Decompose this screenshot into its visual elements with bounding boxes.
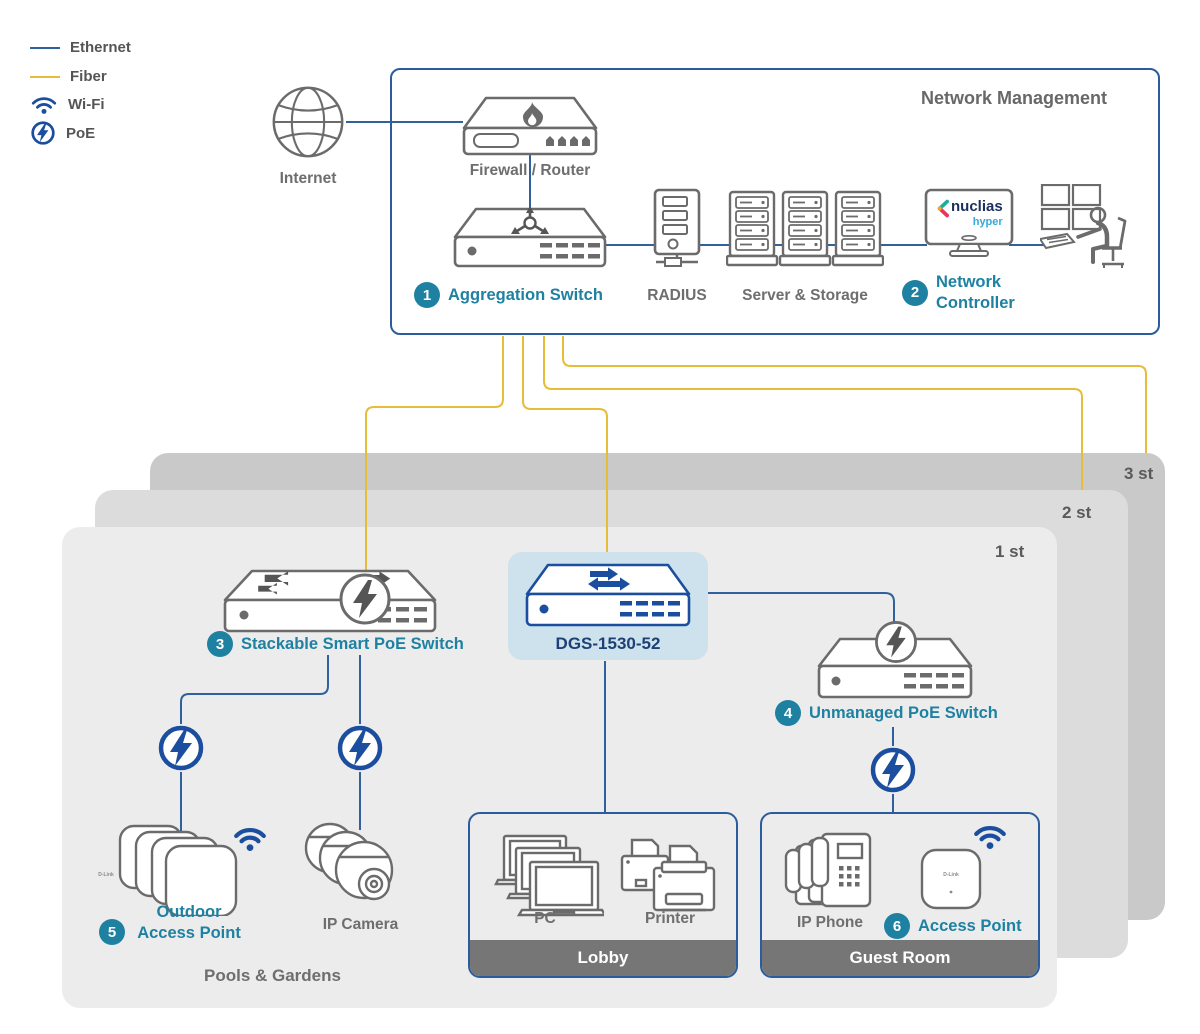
dgs-switch-icon	[524, 562, 692, 628]
aggregation-switch-label: Aggregation Switch	[448, 285, 603, 304]
unmanaged-switch-label: Unmanaged PoE Switch	[809, 703, 998, 722]
wifi-icon	[30, 92, 58, 116]
poe-badge-stackable	[338, 572, 392, 626]
legend-item-wifi	[30, 92, 105, 116]
legend-item-poe	[30, 120, 95, 146]
guest-ap-label: Access Point	[918, 916, 1022, 935]
outdoor-ap-label-line1: Outdoor	[156, 903, 222, 921]
floor-label-2: 2 st	[1062, 503, 1092, 522]
stackable-poe-switch-icon	[222, 568, 438, 634]
pc-label: PC	[534, 910, 556, 927]
stackable-switch-label-row	[207, 631, 464, 657]
badge-6: 6	[884, 913, 910, 939]
server-storage-icon	[726, 190, 884, 268]
ethernet-line-swatch	[30, 47, 60, 49]
ip-camera-icon	[302, 822, 417, 912]
lobby-title: Lobby	[577, 948, 629, 967]
ip-phone-icon	[782, 832, 882, 912]
network-management-title: Network Management	[920, 88, 1108, 108]
legend-label: Fiber	[70, 68, 107, 85]
dgs-label: DGS-1530-52	[555, 634, 661, 653]
badge-3: 3	[207, 631, 233, 657]
access-point-icon	[920, 848, 982, 910]
guest-ap-label-row	[884, 913, 1022, 939]
aggregation-switch-icon	[452, 206, 608, 270]
legend-item-fiber	[30, 68, 107, 85]
firewall-label: Firewall / Router	[469, 162, 591, 179]
firewall-router-icon	[460, 96, 600, 158]
poe-icon-outdoor-ap	[157, 724, 205, 772]
operator-workstation-icon	[1040, 184, 1136, 270]
badge-2: 2	[902, 280, 928, 306]
ip-camera-label: IP Camera	[322, 916, 399, 933]
poe-icon	[30, 120, 56, 146]
aggregation-switch-label-row	[414, 282, 603, 308]
badge-5: 5	[99, 919, 125, 945]
legend-label: Ethernet	[70, 39, 131, 56]
printer-label: Printer	[645, 910, 695, 927]
legend-label: Wi-Fi	[68, 95, 105, 113]
nuclias-sub-text: hyper	[972, 216, 1003, 228]
poe-icon-guestroom	[869, 746, 917, 794]
outdoor-ap-label-line2: Access Point	[137, 923, 241, 942]
radius-server-icon	[648, 188, 706, 274]
legend-label: PoE	[66, 124, 96, 142]
wifi-icon-guest-ap	[972, 820, 1008, 850]
outdoor-ap-dlink-text: D-Link	[98, 872, 114, 878]
internet-globe-icon	[270, 84, 346, 160]
ip-phone-label: IP Phone	[796, 914, 864, 931]
internet-label: Internet	[279, 170, 337, 187]
pools-gardens-label: Pools & Gardens	[204, 966, 341, 985]
outdoor-ap-label	[125, 902, 253, 943]
floor-label-3: 3 st	[1124, 464, 1154, 483]
radius-label: RADIUS	[647, 287, 707, 304]
lobby-band	[470, 940, 736, 976]
badge-1: 1	[414, 282, 440, 308]
nuclias-chevron-icon	[936, 198, 949, 220]
guest-ap-dlink-text: D-Link	[943, 872, 959, 878]
floor-label-1: 1 st	[995, 542, 1025, 561]
legend-item-ethernet	[30, 39, 131, 56]
wifi-icon-outdoor-ap	[232, 822, 268, 852]
guest-room-title: Guest Room	[849, 948, 951, 967]
fiber-line-swatch	[30, 76, 60, 78]
controller-label-line1: Network	[936, 273, 1002, 291]
stackable-switch-label: Stackable Smart PoE Switch	[241, 634, 464, 653]
nuclias-brand-text: nuclias	[951, 198, 1003, 215]
network-controller-label-row	[902, 272, 1015, 313]
badge-4: 4	[775, 700, 801, 726]
printer-icon	[618, 836, 718, 918]
guest-room-band	[762, 940, 1038, 976]
server-storage-label: Server & Storage	[742, 287, 868, 304]
nuclias-hyper-logo	[936, 198, 1004, 228]
unmanaged-switch-label-row	[775, 700, 998, 726]
controller-label-line2: Controller	[936, 293, 1015, 312]
poe-badge-unmanaged	[874, 620, 918, 664]
fiber-aggregation-floor3	[563, 336, 1146, 453]
poe-icon-camera	[336, 724, 384, 772]
